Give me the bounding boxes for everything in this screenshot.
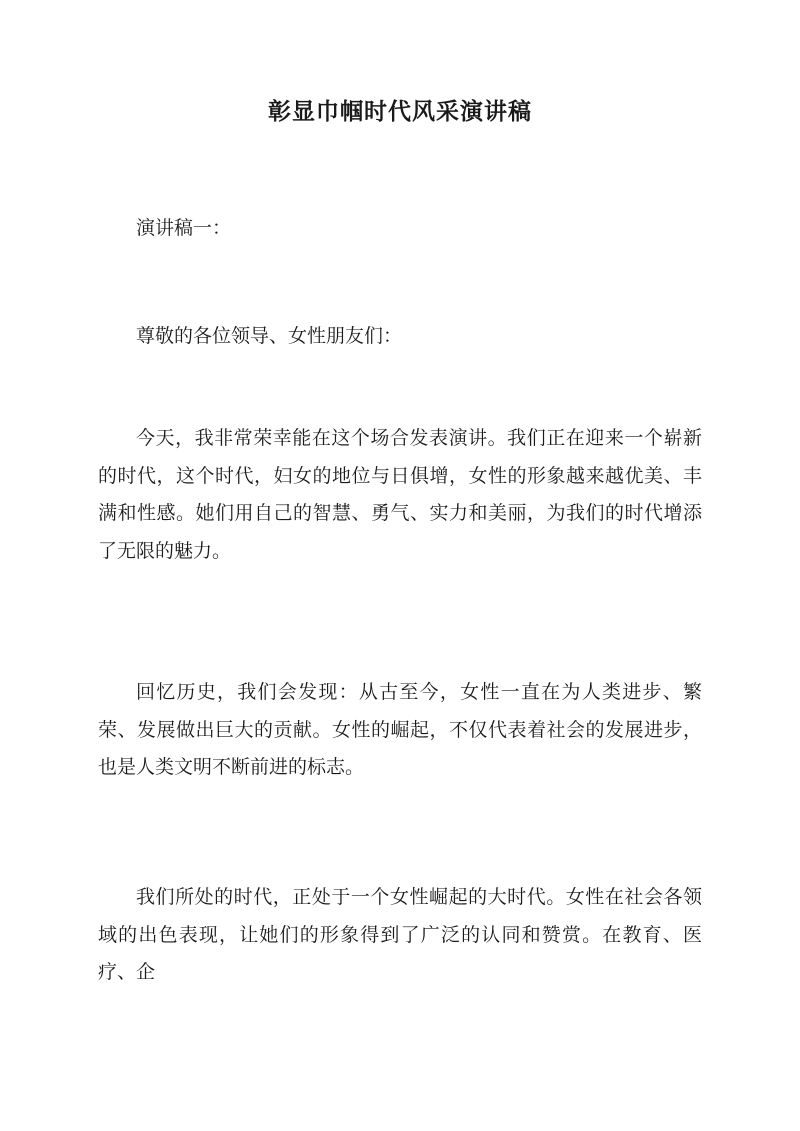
paragraph-body: 今天，我非常荣幸能在这个场合发表演讲。我们正在迎来一个崭新的时代，这个时代，妇女的地位与日俱增，女性的形象越来越优美、丰满和性感。她们用自己的智慧、勇气、实力和美丽，为我们的时代增添了无限的魅力。	[98, 427, 702, 562]
paragraph-speech-label: 演讲稿一：	[136, 217, 232, 239]
paragraph-body: 回忆历史，我们会发现：从古至今，女性一直在为人类进步、繁荣、发展做出巨大的贡献。女性的崛起，不仅代表着社会的发展进步，也是人类文明不断前进的标志。	[98, 681, 702, 778]
paragraph-body: 我们所处的时代，正处于一个女性崛起的大时代。女性在社会各领域的出色表现，让她们的形象得到了广泛的认同和赞赏。在教育、医疗、企	[98, 886, 702, 983]
paragraph-greeting: 尊敬的各位领导、女性朋友们：	[136, 325, 403, 347]
document-title: 彰显巾帼时代风采演讲稿	[268, 98, 532, 125]
